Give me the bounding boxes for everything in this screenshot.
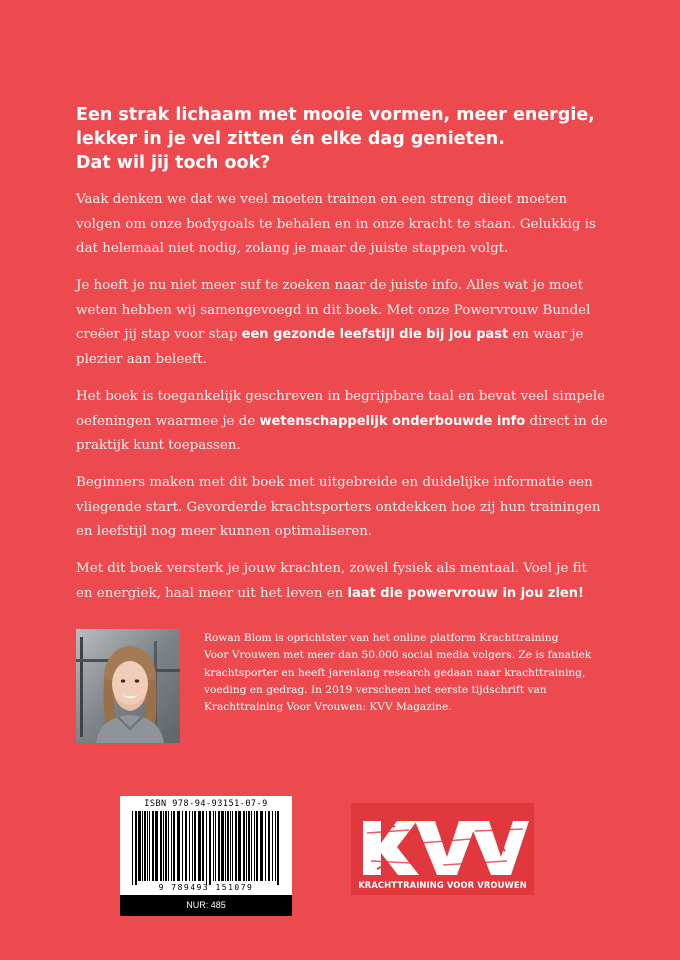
bio-line: Krachttraining Voor Vrouwen: KVV Magazine. <box>204 701 452 714</box>
barcode-bar <box>155 811 158 881</box>
emphasis-text: wetenschappelijk onderbouwde info <box>259 413 526 429</box>
barcode-bar <box>225 811 226 881</box>
barcode-bar <box>221 811 224 881</box>
barcode-bar <box>163 811 164 881</box>
barcode-bar <box>232 811 233 881</box>
barcode-bar <box>160 811 162 881</box>
text-line: volgen om onze bodygoals te behalen en in onze kracht te staan. Gelukkig is <box>76 216 596 232</box>
blurb-paragraph-4 <box>76 471 616 545</box>
barcode-bar <box>173 811 175 881</box>
text-fragment: en waar je <box>508 327 584 342</box>
barcode-bar <box>192 811 193 881</box>
text-line: en leefstijl nog meer kunnen optimaliseren. <box>76 524 373 539</box>
kvv-logo <box>351 803 534 895</box>
barcode-bar <box>272 811 273 881</box>
barcode-bar <box>254 811 255 881</box>
isbn-digits: 9 789493 151079 <box>158 883 254 892</box>
author-photo <box>76 629 180 743</box>
text-line: Je hoeft je nu niet meer suf te zoeken naar de juiste info. Alles wat je moet <box>76 278 583 293</box>
blurb-paragraph-3 <box>76 385 616 459</box>
text-line <box>76 410 616 435</box>
blurb-paragraph-1 <box>76 188 616 262</box>
barcode-bar <box>218 811 220 881</box>
isbn-label: ISBN 978-94-93151-07-9 <box>144 799 268 809</box>
emphasis-text: laat die powervrouw in jou zien! <box>347 585 584 601</box>
barcode-bar <box>168 811 169 881</box>
text-line: plezier aan beleeft. <box>76 351 207 367</box>
text-line: Het boek is toegankelijk geschreven in begrijpbare taal en bevat veel simpele <box>76 389 606 404</box>
barcode-bar <box>213 811 214 881</box>
kvv-tagline: KRACHTTRAINING VOOR VROUWEN <box>358 880 527 890</box>
text-line: praktijk kunt toepassen. <box>76 438 241 453</box>
isbn-barcode <box>120 796 292 916</box>
barcode-bar <box>265 811 266 881</box>
barcode-bar <box>209 811 211 885</box>
text-line <box>76 582 616 607</box>
barcode-bar <box>189 811 190 881</box>
barcode-bar <box>185 811 187 881</box>
barcode-bar <box>227 811 229 881</box>
text-line: Beginners maken met dit boek met uitgebreide en duidelijke informatie een <box>76 475 593 490</box>
barcode-bar <box>256 811 258 881</box>
blurb-paragraph-5 <box>76 557 616 606</box>
headline-line: lekker in je vel zitten én elke dag genieten. <box>76 129 505 149</box>
barcode-bar <box>230 811 231 881</box>
bio-line: voeding en gedrag. In 2019 verscheen het eerste tijdschrift van <box>204 683 547 696</box>
barcode-bar <box>149 811 150 881</box>
barcode-bar <box>248 811 250 881</box>
barcode-bar <box>138 811 141 881</box>
text-line: Met dit boek versterk je jouw krachten, zowel fysiek als mentaal. Voel je fit <box>76 561 587 576</box>
headline-line: Een strak lichaam met mooie vormen, meer energie, <box>76 105 595 125</box>
bio-line: Rowan Blom is oprichtster van het online platform Krachttraining <box>204 632 559 644</box>
text-line: vliegende start. Gevorderde krachtsporters ontdekken hoe zij hun trainingen <box>76 499 601 515</box>
barcode-bar <box>152 811 154 881</box>
cover-headline <box>76 103 616 175</box>
barcode-bar <box>243 811 245 881</box>
barcode-bar <box>268 811 270 881</box>
barcode-bar <box>194 811 196 881</box>
text-fragment: direct in de <box>525 413 608 429</box>
text-line: dat helemaal niet nodig, zolang je maar de juiste stappen volgt. <box>76 241 509 256</box>
text-line: weten hebben wij samengevoegd in dit boek. Met onze Powervrouw Bundel <box>76 302 591 318</box>
barcode-bar <box>246 811 247 881</box>
barcode-bar <box>206 811 207 885</box>
barcode-bar <box>147 811 148 881</box>
text-line <box>76 323 616 348</box>
bio-line: Voor Vrouwen met meer dan 50.000 social media volgers. Ze is fanatiek <box>204 649 592 662</box>
barcode-bar <box>177 811 180 881</box>
barcode-bar <box>142 811 143 881</box>
barcode-bar <box>135 811 137 885</box>
barcode-bar <box>198 811 201 881</box>
emphasis-text: een gezonde leefstijl die bij jou past <box>241 327 509 342</box>
nur-code: NUR: 485 <box>120 895 292 916</box>
barcode-bar <box>165 811 167 881</box>
author-bio <box>204 630 604 716</box>
author-portrait-icon <box>76 629 180 743</box>
blurb-paragraph-2 <box>76 274 616 372</box>
barcode-bar <box>144 811 146 881</box>
barcode-bar <box>251 811 252 881</box>
barcode-bar <box>182 811 183 881</box>
text-fragment: creëer jij stap voor stap <box>76 327 242 342</box>
text-line: Vaak denken we dat we veel moeten trainen en een streng dieet moeten <box>76 192 568 207</box>
barcode-bar <box>277 811 279 885</box>
barcode-bar <box>171 811 172 881</box>
barcode-bar <box>238 811 241 881</box>
headline-line: Dat wil jij toch ook? <box>76 153 271 173</box>
bio-line: krachtsporter en heeft jarenlang research gedaan naar krachttraining, <box>204 666 586 679</box>
barcode-bar <box>202 811 204 881</box>
text-fragment: oefeningen waarmee je de <box>76 413 260 429</box>
barcode-bar <box>275 811 276 881</box>
text-fragment: en energiek, haal meer uit het leven en <box>76 585 348 601</box>
barcode-bar <box>235 811 237 881</box>
barcode-bar <box>260 811 263 881</box>
barcode-bar <box>215 811 216 881</box>
barcode-bar <box>132 811 133 885</box>
